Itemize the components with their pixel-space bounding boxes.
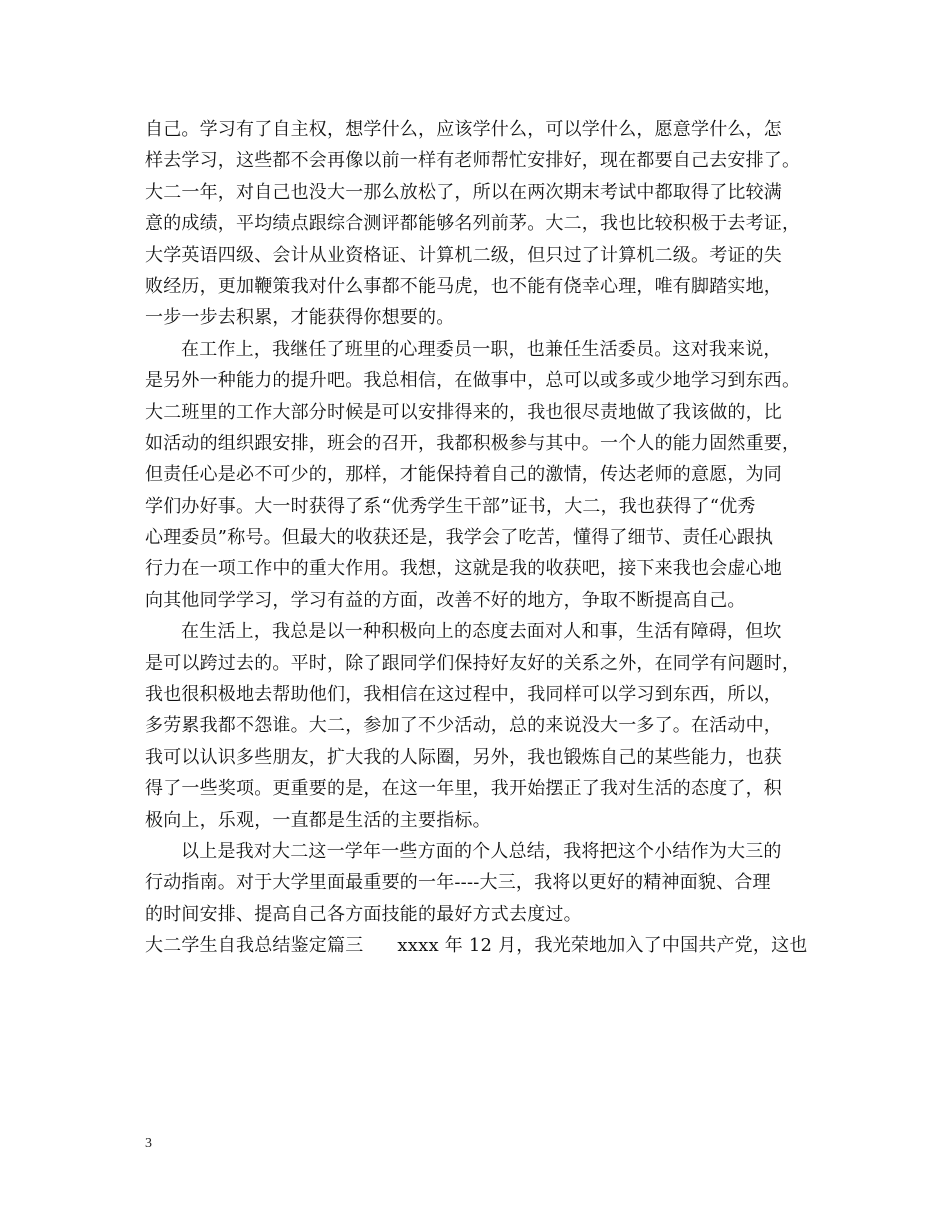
paragraph-first-line: 在生活上，我总是以一种积极向上的态度去面对人和事，生活有障碍，但坎 — [181, 621, 782, 643]
text-line: 但责任心是必不可少的，那样，才能保持着自己的激情，传达老师的意愿，为同 — [145, 464, 782, 486]
section-heading: 大二学生自我总结鉴定篇三 — [145, 935, 364, 957]
section-heading-line — [145, 930, 810, 961]
text-line: 是另外一种能力的提升吧。我总相信，在做事中，总可以或多或少地学习到东西。 — [145, 370, 801, 392]
paragraph-first-line: 在工作上，我继任了班里的心理委员一职，也兼任生活委员。这对我来说， — [181, 338, 782, 360]
text-line: 自己。学习有了自主权，想学什么，应该学什么，可以学什么，愿意学什么，怎 — [145, 119, 782, 140]
text-line: 的时间安排、提高自己各方面技能的最好方式去度过。 — [145, 903, 582, 925]
text-line: 大二班里的工作大部分时候是可以安排得来的，我也很尽责地做了我该做的，比 — [145, 401, 782, 423]
text-line: 我也很积极地去帮助他们，我相信在这过程中，我同样可以学习到东西，所以， — [145, 684, 782, 706]
text-line: 我可以认识多些朋友，扩大我的人际圈，另外，我也锻炼自己的某些能力，也获 — [145, 746, 782, 768]
page-number: 3 — [145, 1136, 152, 1151]
text-line: 学们办好事。大一时获得了系“优秀学生干部”证书，大二，我也获得了“优秀 — [145, 495, 756, 517]
section-text-start: xxxx 年 12 月，我光荣地加入了中国共产党，这也 — [397, 935, 808, 957]
text-line: 大二一年，对自己也没大一那么放松了，所以在两次期末考试中都取得了比较满 — [145, 181, 782, 203]
text-line: 败经历，更加鞭策我对什么事都不能马虎，也不能有侥幸心理，唯有脚踏实地， — [145, 275, 782, 297]
text-line: 意的成绩，平均绩点跟综合测评都能够名列前茅。大二，我也比较积极于去考证， — [145, 213, 801, 235]
text-line: 大学英语四级、会计从业资格证、计算机二级，但只过了计算机二级。考证的失 — [145, 244, 782, 266]
text-line: 一步一步去积累，才能获得你想要的。 — [145, 307, 455, 329]
text-line: 极向上，乐观，一直都是生活的主要指标。 — [145, 809, 491, 831]
text-line: 如活动的组织跟安排，班会的召开，我都积极参与其中。一个人的能力固然重要， — [145, 432, 801, 454]
paragraph-first-line: 以上是我对大二这一学年一些方面的个人总结，我将把这个小结作为大三的 — [181, 840, 782, 862]
text-line: 向其他同学学习，学习有益的方面，改善不好的地方，争取不断提高自己。 — [145, 589, 746, 611]
text-line: 行动指南。对于大学里面最重要的一年----大三，我将以更好的精神面貌、合理 — [145, 872, 771, 894]
text-line: 样去学习，这些都不会再像以前一样有老师帮忙安排好，现在都要自己去安排了。 — [145, 150, 801, 172]
text-line: 行力在一项工作中的重大作用。我想，这就是我的收获吧，接下来我也会虚心地 — [145, 558, 782, 580]
text-line: 是可以跨过去的。平时，除了跟同学们保持好友好的关系之外，在同学有问题时， — [145, 652, 801, 674]
text-line: 多劳累我都不怨谁。大二，参加了不少活动，总的来说没大一多了。在活动中， — [145, 715, 782, 737]
text-line: 心理委员”称号。但最大的收获还是，我学会了吃苦，懂得了细节、责任心跟执 — [145, 527, 774, 549]
body-text — [145, 114, 810, 962]
text-line: 得了一些奖项。更重要的是，在这一年里，我开始摆正了我对生活的态度了，积 — [145, 778, 782, 800]
